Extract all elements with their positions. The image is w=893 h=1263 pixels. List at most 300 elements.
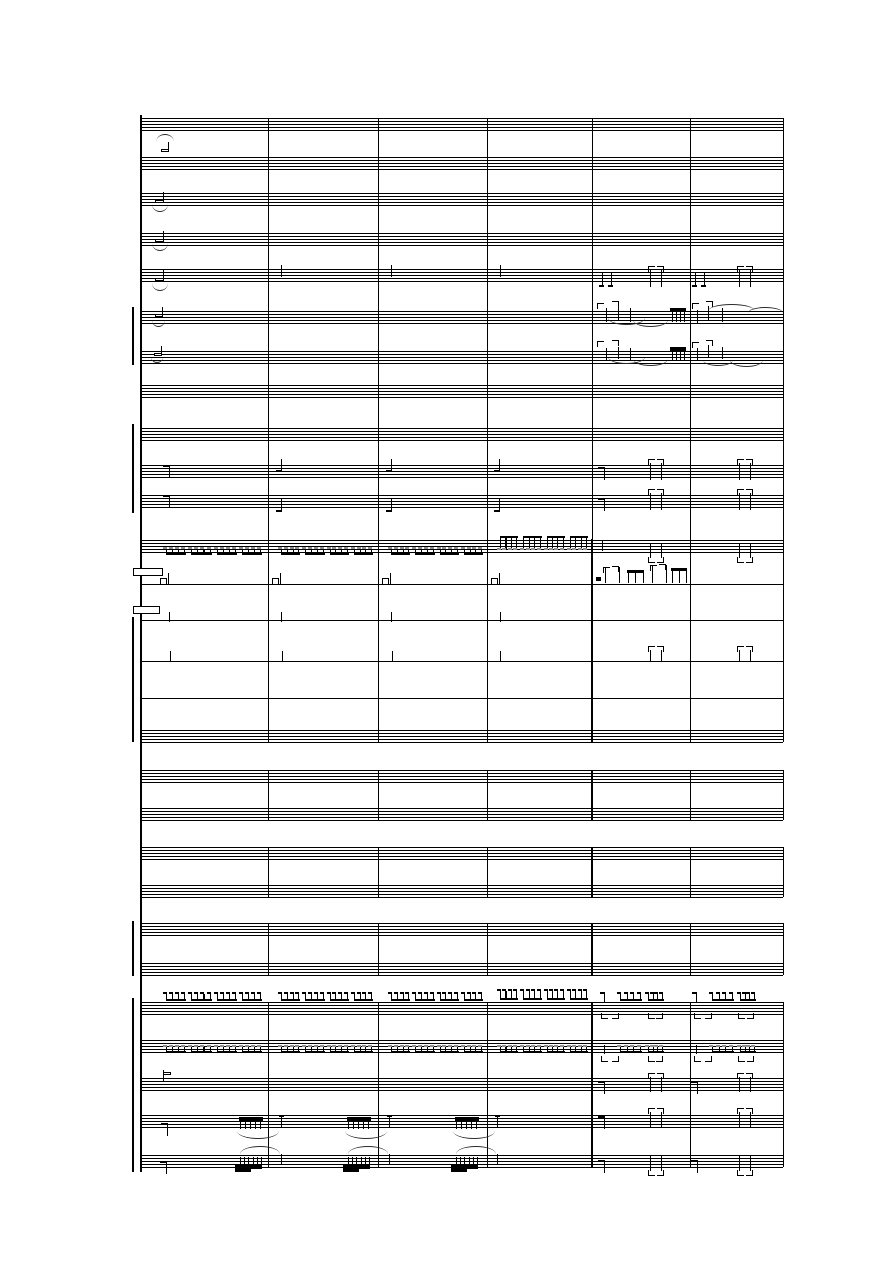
note-stem: [696, 993, 697, 1002]
tuplet-bracket: [601, 1056, 602, 1062]
notehead-muted: [709, 1045, 713, 1047]
note-stem: [235, 549, 236, 554]
notehead-muted: [175, 1045, 179, 1047]
notehead-muted: [302, 1045, 306, 1047]
notehead-muted: [461, 1045, 465, 1047]
notehead: [314, 992, 318, 994]
notehead-muted: [437, 1045, 441, 1047]
barline: [487, 923, 488, 975]
staff-line: [140, 363, 783, 364]
notehead-muted: [554, 548, 558, 550]
notehead: [624, 992, 628, 994]
staff-line: [140, 963, 783, 964]
notehead: [387, 1115, 392, 1117]
notehead-muted: [567, 548, 571, 550]
note-stem: [725, 1047, 726, 1052]
notehead: [188, 992, 192, 994]
notehead-muted: [239, 1045, 243, 1047]
note-stem: [184, 1047, 185, 1052]
note-stem: [620, 994, 621, 1000]
note-stem: [604, 1045, 605, 1054]
note-stem: [168, 573, 169, 584]
note-stem: [666, 565, 667, 583]
note-stem: [281, 994, 282, 1000]
notehead-muted: [284, 547, 288, 549]
note-stem: [697, 310, 698, 323]
tuplet-bracket: [597, 303, 598, 309]
staff-line: [140, 891, 783, 892]
notehead: [308, 992, 312, 994]
note-stem: [739, 1112, 740, 1128]
notehead-muted: [169, 547, 173, 549]
notehead: [467, 992, 471, 994]
note-stem: [281, 1116, 282, 1127]
notehead-muted: [497, 548, 501, 550]
notehead: [659, 992, 663, 994]
tuplet-bracket: [694, 1056, 695, 1062]
note-stem: [604, 1161, 605, 1173]
note-stem: [166, 1162, 167, 1174]
notehead-muted: [188, 547, 192, 549]
notehead: [290, 992, 294, 994]
note-stem: [281, 1047, 282, 1052]
beam: [620, 1051, 642, 1053]
notehead-muted: [560, 1045, 564, 1047]
note-stem: [311, 1047, 312, 1052]
notehead: [578, 989, 582, 991]
notehead-muted: [295, 1045, 299, 1047]
note-stem: [440, 994, 441, 1000]
note-stem: [469, 1157, 470, 1166]
notehead: [742, 992, 746, 994]
notehead: [412, 992, 416, 994]
note-stem: [627, 994, 628, 1000]
notehead-muted: [245, 547, 249, 549]
note-stem: [365, 1157, 366, 1166]
note-stem: [499, 573, 500, 584]
barline: [268, 118, 269, 742]
note-stem: [619, 567, 620, 583]
note-stem: [497, 1154, 498, 1165]
note-stem: [287, 994, 288, 1000]
note-stem: [330, 549, 331, 554]
tuplet-bracket: [663, 1108, 664, 1114]
notehead-muted: [746, 1045, 750, 1047]
note-stem: [672, 351, 673, 361]
note-stem: [456, 1157, 457, 1164]
note-stem: [523, 1047, 524, 1052]
tuplet-bracket: [663, 1170, 664, 1176]
notehead-muted: [472, 1045, 476, 1047]
note-stem: [451, 1047, 452, 1052]
notehead-muted: [362, 1045, 366, 1047]
notehead-muted: [308, 547, 312, 549]
note-stem: [305, 549, 306, 554]
group-bracket: [132, 307, 134, 365]
notehead: [513, 989, 517, 991]
note-stem: [161, 346, 162, 354]
note-stem: [471, 1120, 472, 1129]
note-stem: [563, 991, 564, 999]
staff-line: [140, 160, 783, 161]
staff-line: [140, 975, 783, 976]
notehead: [344, 992, 348, 994]
note-stem: [470, 549, 471, 554]
tuplet-bracket: [597, 341, 598, 347]
note-stem: [653, 1047, 654, 1052]
note-stem: [466, 1120, 467, 1129]
notehead: [169, 992, 173, 994]
staff-line: [140, 166, 783, 167]
tuplet-bracket: [601, 1013, 602, 1019]
notehead: [442, 992, 446, 994]
notehead-muted: [537, 548, 541, 550]
notehead: [549, 989, 553, 991]
notehead-muted: [388, 547, 392, 549]
note-stem: [750, 543, 751, 558]
notehead: [608, 285, 613, 287]
note-stem: [260, 994, 261, 1000]
notehead: [701, 285, 706, 287]
note-stem: [408, 994, 409, 1000]
note-stem: [662, 994, 663, 1000]
note-stem: [516, 1047, 517, 1052]
staff-line: [140, 894, 783, 895]
note-stem: [586, 991, 587, 999]
tuplet-bracket: [752, 266, 753, 272]
note-stem: [311, 994, 312, 1000]
staff-line: [140, 507, 783, 508]
staff-line: [140, 1011, 783, 1012]
barline: [378, 923, 379, 975]
notehead-muted: [200, 547, 204, 549]
note-stem: [740, 994, 741, 1000]
notehead-muted: [357, 1045, 361, 1047]
note-stem: [604, 1117, 605, 1129]
notehead-muted: [251, 547, 255, 549]
notehead-muted: [572, 1045, 576, 1047]
notehead-muted: [520, 548, 524, 550]
note-stem: [725, 994, 726, 1000]
note-stem: [712, 994, 713, 1000]
staff-line: [140, 465, 783, 466]
staff-line: [140, 385, 783, 386]
stem-bracket: [382, 578, 383, 584]
slur-arc: [633, 320, 668, 327]
staff-line: [140, 1008, 783, 1009]
note-stem: [229, 1047, 230, 1052]
notehead-muted: [214, 547, 218, 549]
note-stem: [254, 994, 255, 1000]
note-stem: [749, 1047, 750, 1052]
note-stem: [650, 543, 651, 558]
staff-line: [140, 897, 783, 898]
note-stem: [250, 1120, 251, 1129]
notehead-muted: [245, 1045, 249, 1047]
note-stem: [552, 1047, 553, 1052]
staff-line: [140, 730, 783, 731]
note-stem: [197, 1047, 198, 1052]
slur-arc: [703, 360, 733, 366]
note-stem: [427, 549, 428, 554]
staff-line: [140, 1090, 783, 1091]
tuplet-bracket: [663, 646, 664, 652]
staff-line: [140, 808, 783, 809]
percussion-staff-line: [140, 584, 783, 585]
notehead-muted: [729, 1045, 733, 1047]
barline: [592, 118, 593, 539]
note-stem: [305, 1047, 306, 1052]
notehead-muted: [448, 547, 452, 549]
note-stem: [470, 1047, 471, 1052]
staff-line: [140, 233, 783, 234]
notehead-muted: [295, 547, 299, 549]
note-stem: [529, 991, 530, 999]
notehead: [388, 992, 392, 994]
note-stem: [604, 499, 605, 511]
note-stem: [547, 991, 548, 999]
note-stem: [464, 1047, 465, 1052]
barline: [268, 770, 269, 820]
note-stem: [440, 1047, 441, 1052]
staff-line: [140, 1043, 783, 1044]
notehead-muted: [751, 1045, 755, 1047]
group-bracket: [132, 998, 134, 1172]
beam: [242, 553, 262, 555]
tuplet-bracket: [752, 557, 753, 563]
slur-arc: [152, 320, 165, 327]
note-stem: [223, 549, 224, 554]
note-stem: [712, 1047, 713, 1052]
note-stem: [497, 1116, 498, 1127]
notehead: [572, 989, 576, 991]
notehead: [599, 285, 604, 287]
slur-arc: [152, 283, 168, 291]
notehead: [320, 992, 324, 994]
note-stem: [248, 994, 249, 1000]
tuplet-bracket: [662, 1056, 663, 1062]
staff-line: [140, 205, 783, 206]
note-stem: [184, 994, 185, 1000]
note-stem: [440, 549, 441, 554]
tuplet-bracket: [648, 1056, 649, 1062]
note-stem: [172, 994, 173, 1000]
beam: [166, 1051, 186, 1053]
note-stem: [750, 1156, 751, 1171]
note-stem: [242, 994, 243, 1000]
notehead: [424, 992, 428, 994]
note-stem: [754, 994, 755, 1000]
note-stem: [652, 566, 653, 583]
note-stem: [354, 994, 355, 1000]
note-stem: [552, 991, 553, 999]
note-stem: [248, 1047, 249, 1052]
notehead-muted: [502, 548, 506, 550]
staff-line: [140, 814, 783, 815]
note-stem: [167, 1124, 168, 1136]
note-stem: [500, 1047, 501, 1052]
note-stem: [421, 549, 422, 554]
tuplet-bracket: [694, 1013, 695, 1019]
note-stem: [672, 570, 673, 583]
note-stem: [248, 1157, 249, 1165]
note-stem: [223, 1047, 224, 1052]
note-stem: [476, 1121, 477, 1129]
note-stem: [732, 1047, 733, 1052]
note-stem: [475, 994, 476, 1000]
note-stem: [719, 1047, 720, 1052]
staff-line: [140, 932, 783, 933]
note-stem: [676, 312, 677, 322]
note-stem: [427, 994, 428, 1000]
notehead: [583, 989, 587, 991]
note-stem: [166, 994, 167, 1000]
note-stem: [317, 1047, 318, 1052]
note-stem: [445, 994, 446, 1000]
tuplet-bracket: [738, 1013, 739, 1019]
note-stem: [421, 1047, 422, 1052]
note-stem: [210, 994, 211, 1000]
notehead-muted: [257, 1045, 261, 1047]
note-stem: [661, 1077, 662, 1092]
staff-line: [140, 351, 783, 352]
note-stem: [365, 549, 366, 554]
note-stem: [696, 1045, 697, 1054]
note-stem: [739, 650, 740, 661]
notehead-muted: [338, 547, 342, 549]
staff-line: [140, 885, 783, 886]
staff-line: [140, 236, 783, 237]
note-stem: [347, 549, 348, 554]
notehead: [302, 992, 306, 994]
notehead-muted: [368, 547, 372, 549]
notehead: [746, 992, 750, 994]
note-stem: [739, 1077, 740, 1092]
tuplet-bracket: [662, 1013, 663, 1019]
note-stem: [606, 308, 607, 322]
note-stem: [500, 265, 501, 277]
note-stem: [516, 991, 517, 999]
note-stem: [499, 499, 500, 512]
note-stem: [745, 1047, 746, 1052]
note-stem: [244, 1157, 245, 1165]
staff-line: [140, 437, 783, 438]
tie-arc: [708, 304, 755, 311]
notehead-muted: [251, 1045, 255, 1047]
note-stem: [242, 1047, 243, 1052]
notehead: [405, 992, 409, 994]
notehead-muted: [424, 1045, 428, 1047]
notehead-muted: [194, 547, 198, 549]
note-stem: [281, 265, 282, 277]
note-stem: [323, 549, 324, 554]
note-stem: [650, 1077, 651, 1092]
notehead: [497, 989, 501, 991]
note-stem: [657, 1047, 658, 1052]
notehead-muted: [207, 547, 211, 549]
note-stem: [604, 1082, 605, 1094]
note-stem: [403, 549, 404, 554]
notehead-muted: [278, 547, 282, 549]
notehead: [709, 992, 713, 994]
note-stem: [739, 493, 740, 510]
note-stem: [464, 549, 465, 554]
notehead: [722, 992, 726, 994]
note-stem: [415, 994, 416, 1000]
notehead-muted: [737, 1045, 741, 1047]
note-stem: [240, 1157, 241, 1164]
staff-line: [140, 742, 783, 743]
staff-line: [140, 1081, 783, 1082]
notehead-muted: [537, 1045, 541, 1047]
note-stem: [166, 1047, 167, 1052]
beam: [166, 999, 186, 1001]
notehead: [502, 989, 506, 991]
notehead-muted: [549, 548, 553, 550]
notehead-muted: [405, 1045, 409, 1047]
notehead-muted: [650, 1045, 654, 1047]
note-stem: [547, 1047, 548, 1052]
notehead-muted: [308, 1045, 312, 1047]
group-bracket: [132, 424, 134, 513]
notehead-muted: [351, 547, 355, 549]
notehead-muted: [344, 1045, 348, 1047]
notehead-muted: [302, 547, 306, 549]
note-stem: [680, 351, 681, 361]
note-stem: [287, 1047, 288, 1052]
note-stem: [352, 1157, 353, 1165]
staff-line: [140, 320, 783, 321]
note-stem: [197, 994, 198, 1000]
note-stem: [451, 549, 452, 554]
note-stem: [260, 1047, 261, 1052]
staff-line: [140, 431, 783, 432]
staff-line: [140, 501, 783, 502]
staff-line: [140, 474, 783, 475]
notehead-muted: [442, 547, 446, 549]
note-stem: [353, 1120, 354, 1129]
slur-arc: [152, 204, 168, 212]
note-stem: [287, 549, 288, 554]
notehead-muted: [544, 548, 548, 550]
notehead-muted: [220, 1045, 224, 1047]
note-stem: [754, 1047, 755, 1052]
notehead-muted: [163, 1045, 167, 1047]
note-stem: [481, 549, 482, 554]
beam: [217, 553, 237, 555]
note-stem: [178, 994, 179, 1000]
note-stem: [679, 570, 680, 583]
notehead: [526, 989, 530, 991]
note-stem: [203, 1047, 204, 1052]
notehead-muted: [388, 1045, 392, 1047]
tuplet-bracket: [663, 1073, 664, 1079]
note-stem: [347, 994, 348, 1000]
notehead-muted: [467, 1045, 471, 1047]
note-stem: [348, 1120, 349, 1129]
note-stem: [661, 463, 662, 480]
note-stem: [570, 1047, 571, 1052]
note-stem: [335, 994, 336, 1000]
note-stem: [397, 549, 398, 554]
note-stem: [347, 1047, 348, 1052]
notehead-muted: [400, 547, 404, 549]
system-start-barline: [140, 115, 142, 1172]
percussion-staff-line: [140, 698, 783, 699]
notehead-muted: [508, 1045, 512, 1047]
notehead-muted: [454, 547, 458, 549]
note-stem: [162, 307, 163, 315]
